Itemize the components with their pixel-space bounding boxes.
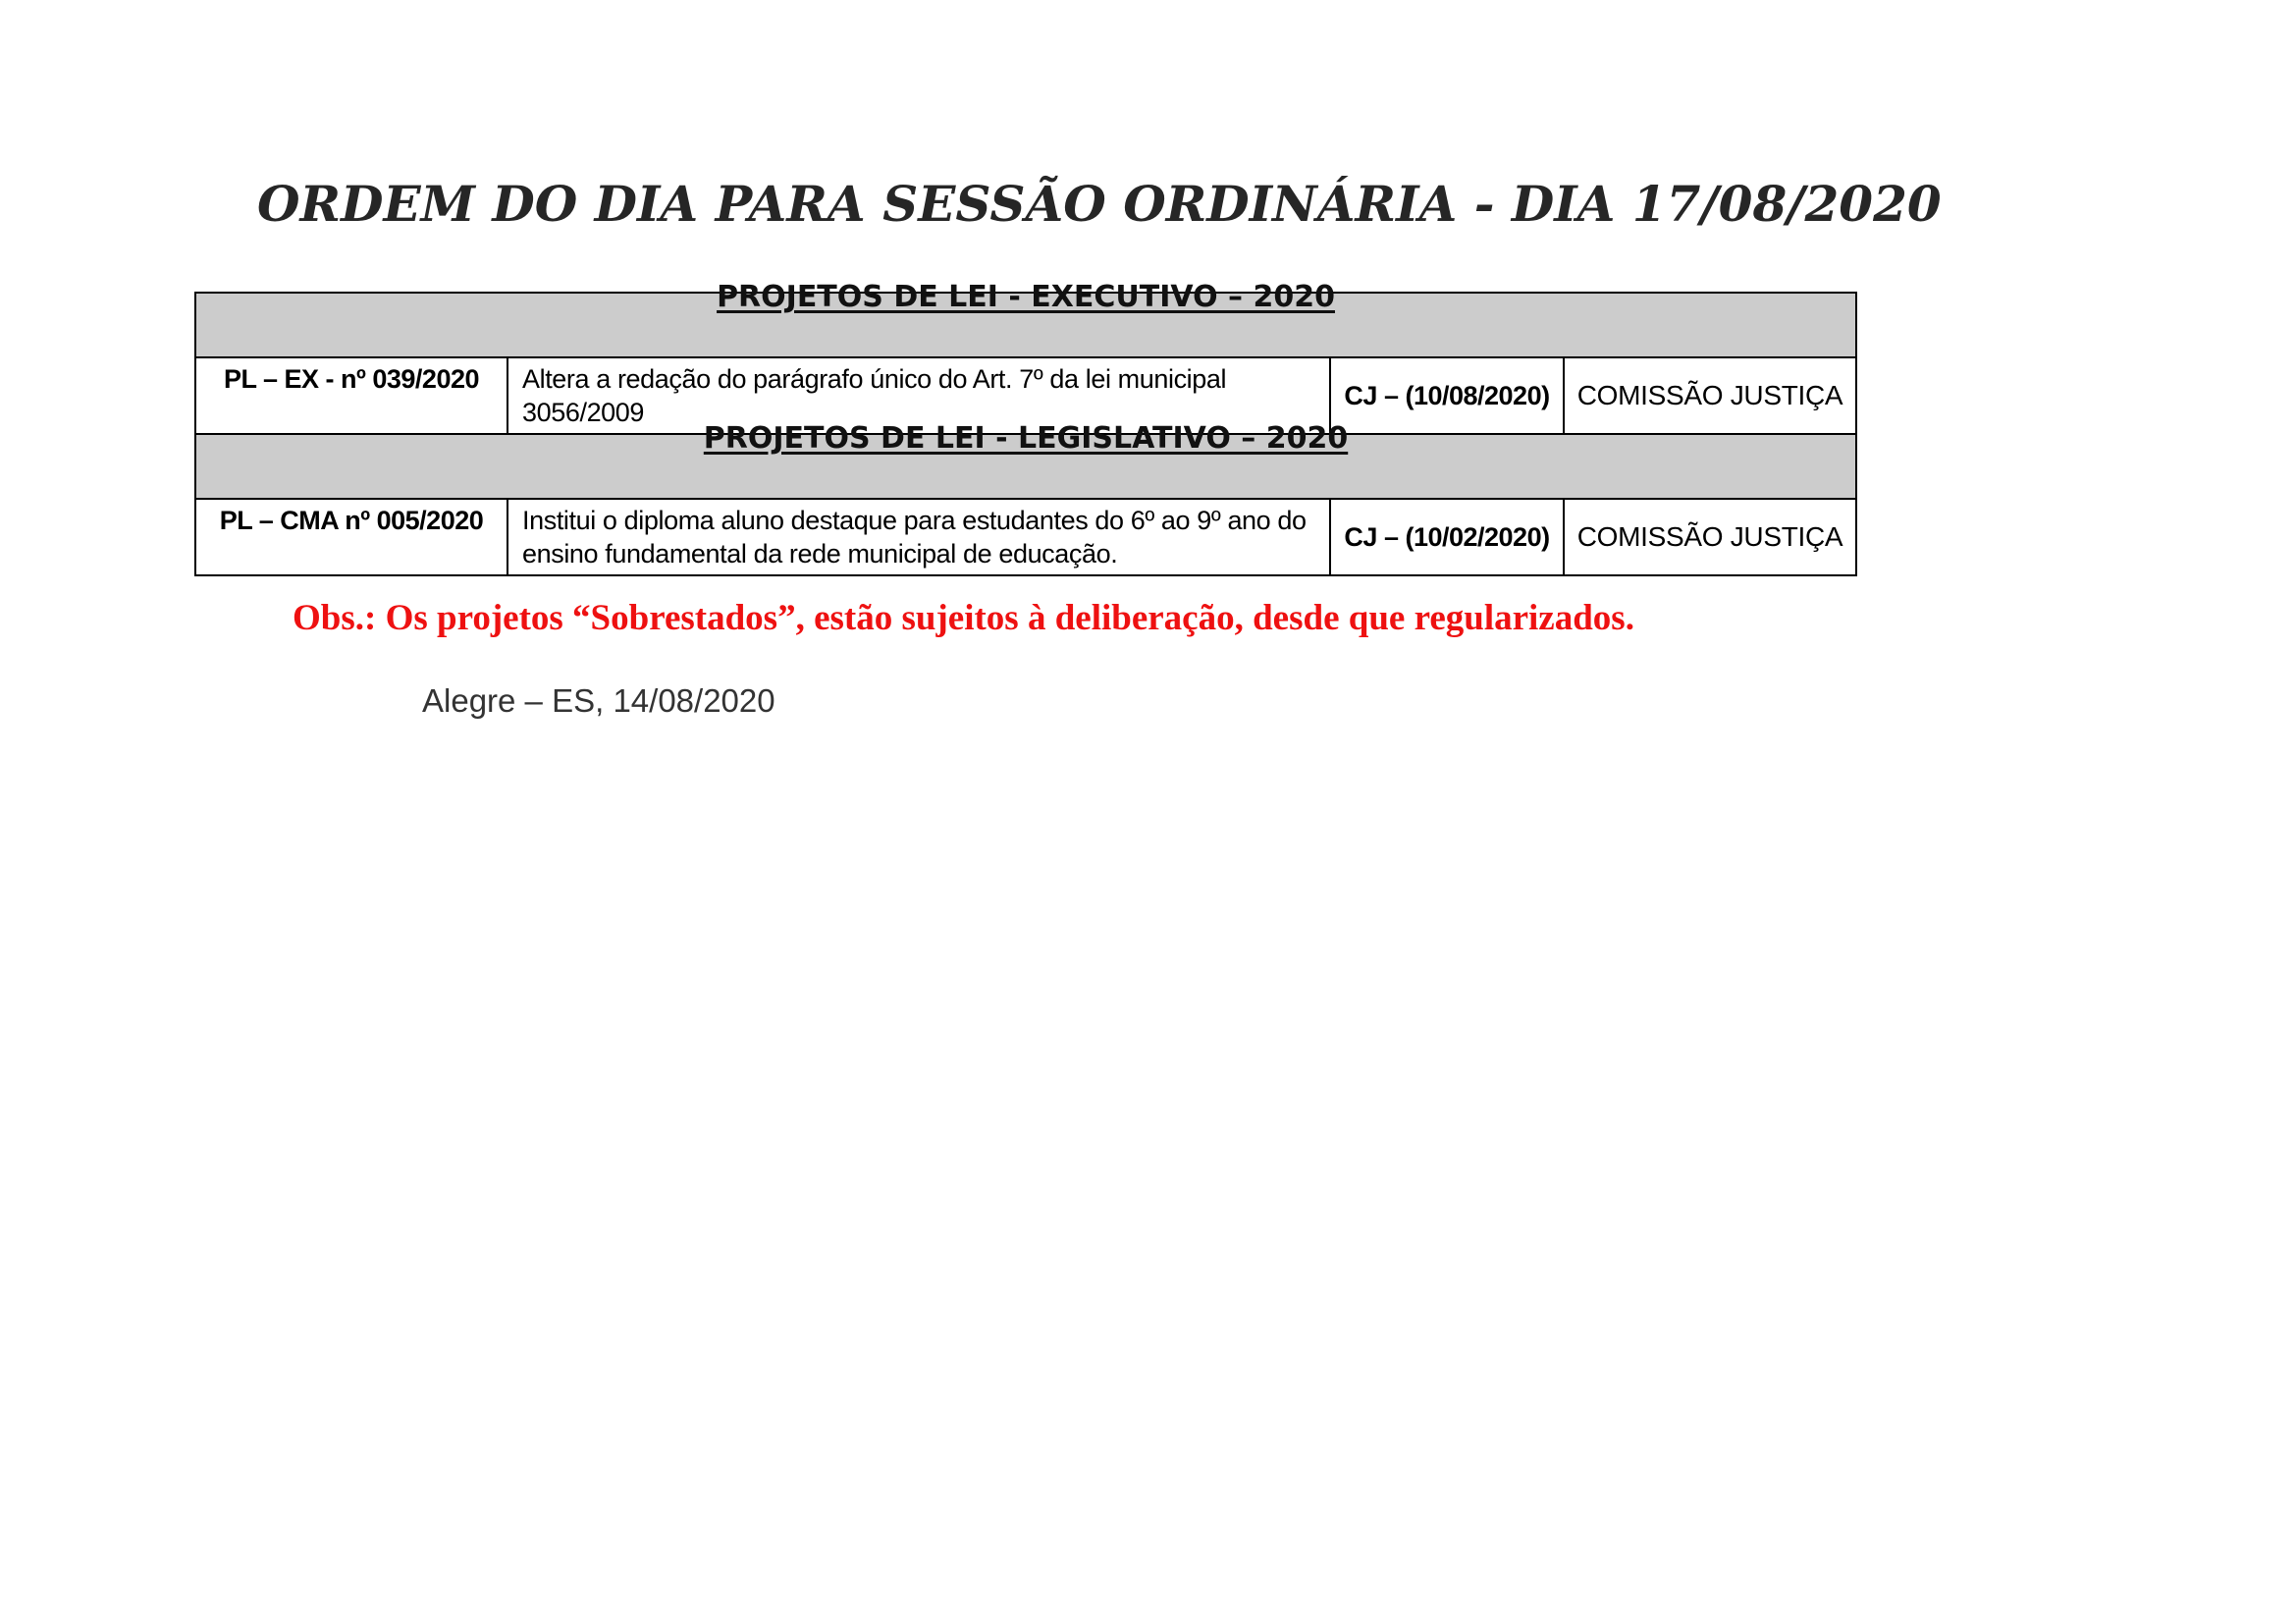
page-title: ORDEM DO DIA PARA SESSÃO ORDINÁRIA - DIA 17/08/2020 — [257, 175, 1942, 233]
project-code: PL – CMA nº 005/2020 — [195, 499, 507, 575]
project-reference: CJ – (10/02/2020) — [1330, 499, 1564, 575]
section-heading-legislativo — [195, 421, 1856, 499]
project-code: PL – EX - nº 039/2020 — [195, 357, 507, 434]
project-status: COMISSÃO JUSTIÇA — [1564, 499, 1856, 575]
section-header-row — [195, 434, 1856, 499]
section-heading-executivo — [195, 280, 1856, 357]
table-row — [195, 499, 1856, 575]
project-description: Institui o diploma aluno destaque para estudantes do 6º ao 9º ano do ensino fundamental da rede municipal de educação. — [507, 499, 1330, 575]
agenda-table — [194, 280, 1857, 576]
section-heading-text: PROJETOS DE LEI - LEGISLATIVO – 2020 — [703, 421, 1349, 456]
place-date: Alegre – ES, 14/08/2020 — [422, 682, 775, 719]
project-reference: CJ – (10/08/2020) — [1330, 357, 1564, 434]
section-heading-text: PROJETOS DE LEI - EXECUTIVO – 2020 — [717, 280, 1335, 314]
observation-note: Obs.: Os projetos “Sobrestados”, estão sujeitos à deliberação, desde que regularizados. — [293, 598, 1634, 638]
project-status: COMISSÃO JUSTIÇA — [1564, 357, 1856, 434]
section-header-row — [195, 293, 1856, 357]
project-description: Altera a redação do parágrafo único do Art. 7º da lei municipal 3056/2009 — [507, 357, 1330, 434]
